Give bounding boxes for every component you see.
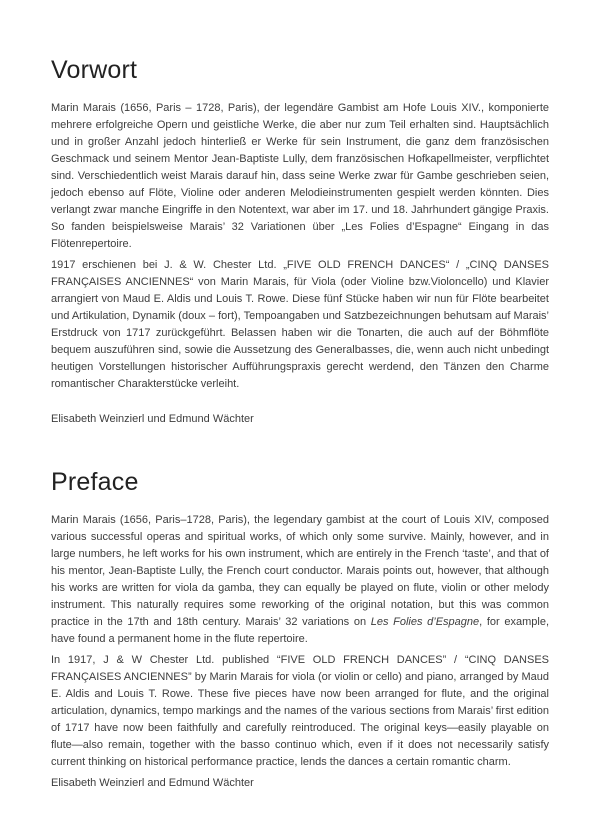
preface-paragraph-1 <box>51 512 549 648</box>
preface-section <box>51 468 549 792</box>
preface-signature: Elisabeth Weinzierl and Edmund Wächter <box>51 777 254 789</box>
preface-paragraph-1-text-after: , for example, have found a permanent home in the flute repertoire. <box>51 616 550 645</box>
vorwort-paragraph-2: 1917 erschienen bei J. & W. Chester Ltd. „FIVE OLD FRENCH DANCES“ / „CINQ DANSES FRANÇAISES ANCIENNES“ von Marin Marais, für Viola (oder Violine bzw.Violoncello) und Klavier arrangiert von Maud E. Aldis und Louis T. Rowe. Diese fünf Stücke haben wir nun für Flöte bearbeitet und Artikulation, Dynamik (doux – fort), Tempoangaben und Satzbezeichnungen behutsam auf Marais’ Erstdruck von 1717 zurückgeführt. Belassen haben wir die Tonarten, die auch auf der Böhmflöte bequem auszuführen sind, sowie die Aussetzung des Generalbasses, die, wenn auch nicht unbedingt heutigen Vorstellungen historischer Aufführungspraxis gerecht werdend, den Tänzen den Charme romantischer Charakterstücke verleiht. <box>51 259 549 390</box>
preface-heading: Preface <box>51 468 139 496</box>
vorwort-signature: Elisabeth Weinzierl und Edmund Wächter <box>51 413 254 425</box>
preface-paragraph-2: In 1917, J & W Chester Ltd. published “FIVE OLD FRENCH DANCES” / “CINQ DANSES FRANÇAISES ANCIENNES” by Marin Marais for viola (or violin or cello) and piano, arranged by Maud E. Aldis and Louis T. Rowe. These five pieces have now been arranged for flute, and the original articulation, dynamics, tempo markings and the names of the various sections from Marais’ first edition of 1717 have now been faithfully and carefully reintroduced. The original keys—easily playable on flute—also remain, together with the basso continuo which, even if it does not necessarily satisfy current thinking on historical performance practice, lends the dances a certain romantic charm. <box>51 654 549 768</box>
vorwort-section <box>51 56 549 428</box>
preface-paragraph-1-text-before: Marin Marais (1656, Paris–1728, Paris), the legendary gambist at the court of Louis XIV, composed various successful operas and spiritual works, of which only some survive. Mainly, however, and in large numbers, he left works for his own instrument, which are entirely in the French ‘taste’, and that of his mentor, Jean-Baptiste Lully, the French court conductor. Marais points out, however, that although his works are written for viola da gamba, they can equally be played on flute, violin or other melody instrument. This naturally requires some reworking of the original notation, but this was common practice in the 17th and 18th century. Marais’ 32 variations on <box>51 514 549 628</box>
vorwort-paragraph-1: Marin Marais (1656, Paris – 1728, Paris), der legendäre Gambist am Hofe Louis XIV., komponierte mehrere erfolgreiche Opern und geistliche Werke, die aber nur zum Teil erhalten sind. Hauptsächlich und in großer Anzahl jedoch hinterließ er Werke für sein Instrument, die ganz dem französischen Geschmack und seinem Mentor Jean-Baptiste Lully, dem französischen Hofkapellmeister, verpflichtet sind. Verschiedentlich weist Marais darauf hin, dass seine Werke zwar für Gambe geschrieben seien, jedoch ebenso auf Flöte, Violine oder anderen Melodieinstrumenten gespielt werden könnten. Dies verlangt zwar manche Eingriffe in den Notentext, war aber im 17. und 18. Jahrhundert gängige Praxis. So fanden beispielsweise Marais’ 32 Variationen über „Les Folies d’Espagne“ Eingang in das Flötenrepertoire. <box>51 102 549 250</box>
vorwort-heading: Vorwort <box>51 56 138 84</box>
work-title-les-folies: Les Folies d’Espagne <box>370 616 480 628</box>
